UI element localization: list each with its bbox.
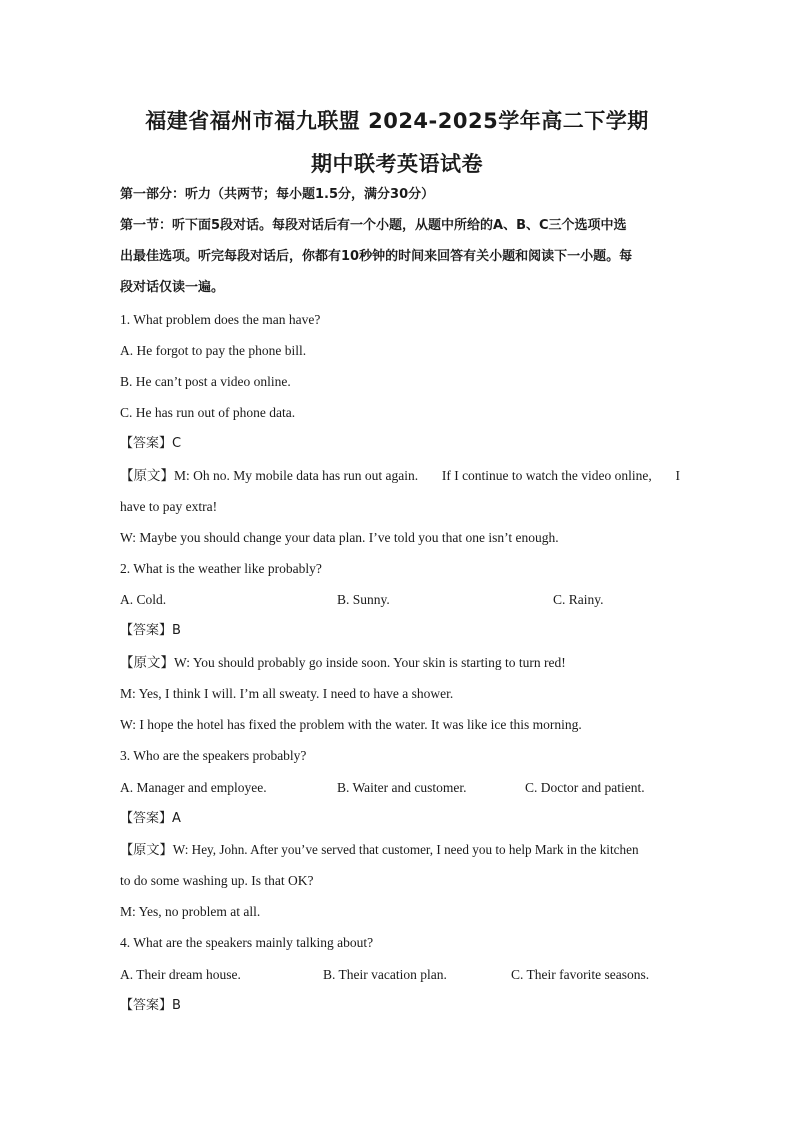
q4-option-b: B. Their vacation plan. xyxy=(323,967,447,982)
q2-option-b: B. Sunny. xyxy=(337,592,390,607)
q3-answer: 【答案】A xyxy=(120,811,181,826)
q3-option-b: B. Waiter and customer. xyxy=(337,780,467,795)
q3-option-a: A. Manager and employee. xyxy=(120,780,267,795)
part1-heading: 第一部分：听力（共两节；每小题1.5分，满分30分） xyxy=(120,187,435,202)
q1-transcript-line2: have to pay extra! xyxy=(120,499,218,514)
q2-transcript-line1: 【原文】W: You should probably go inside soon. Your skin is starting to turn red! xyxy=(120,655,566,670)
q4-option-a: A. Their dream house. xyxy=(120,967,241,982)
q1-option-b: B. He can’t post a video online. xyxy=(120,374,291,389)
exam-title-line2: 期中联考英语试卷 xyxy=(311,152,483,176)
q1-option-a: A. He forgot to pay the phone bill. xyxy=(120,343,307,358)
q2-transcript-line3: W: I hope the hotel has fixed the problem with the water. It was like ice this morning. xyxy=(120,717,582,732)
q1-transcript-part-a: 【原文】M: Oh no. My mobile data has run out again. xyxy=(120,468,419,483)
part1-instruction-3: 段对话仅读一遍。 xyxy=(120,280,225,295)
q1-option-c: C. He has run out of phone data. xyxy=(120,405,296,420)
q4-question: 4. What are the speakers mainly talking about? xyxy=(120,935,374,950)
part1-instruction-2: 出最佳选项。听完每段对话后，你都有10秒钟的时间来回答有关小题和阅读下一小题。每 xyxy=(120,249,633,264)
q1-answer: 【答案】C xyxy=(120,436,182,451)
q3-transcript-line3: M: Yes, no problem at all. xyxy=(120,904,261,919)
q3-transcript-line2: to do some washing up. Is that OK? xyxy=(120,873,314,888)
q2-question: 2. What is the weather like probably? xyxy=(120,561,322,576)
q2-transcript-line2: M: Yes, I think I will. I’m all sweaty. I need to have a shower. xyxy=(120,686,454,701)
exam-title-line1: 福建省福州市福九联盟 2024-2025学年高二下学期 xyxy=(145,109,649,133)
q3-option-c: C. Doctor and patient. xyxy=(525,780,645,795)
part1-instruction-1: 第一节：听下面5段对话。每段对话后有一个小题，从题中所给的A、B、C三个选项中选 xyxy=(120,218,627,233)
q2-answer: 【答案】B xyxy=(120,623,181,638)
q4-option-c: C. Their favorite seasons. xyxy=(511,967,650,982)
q1-transcript-line1 xyxy=(120,467,680,485)
q3-transcript-line1: 【原文】W: Hey, John. After you’ve served that customer, I need you to help Mark in the kitchen xyxy=(120,842,639,857)
q2-option-a: A. Cold. xyxy=(120,592,167,607)
q1-transcript-part-c: I xyxy=(675,468,680,483)
q1-transcript-part-b: If I continue to watch the video online, xyxy=(441,468,652,483)
q4-answer: 【答案】B xyxy=(120,998,181,1013)
q1-question: 1. What problem does the man have? xyxy=(120,312,321,327)
q1-transcript-line3: W: Maybe you should change your data plan. I’ve told you that one isn’t enough. xyxy=(120,530,559,545)
q2-option-c: C. Rainy. xyxy=(553,592,604,607)
q3-question: 3. Who are the speakers probably? xyxy=(120,748,307,763)
